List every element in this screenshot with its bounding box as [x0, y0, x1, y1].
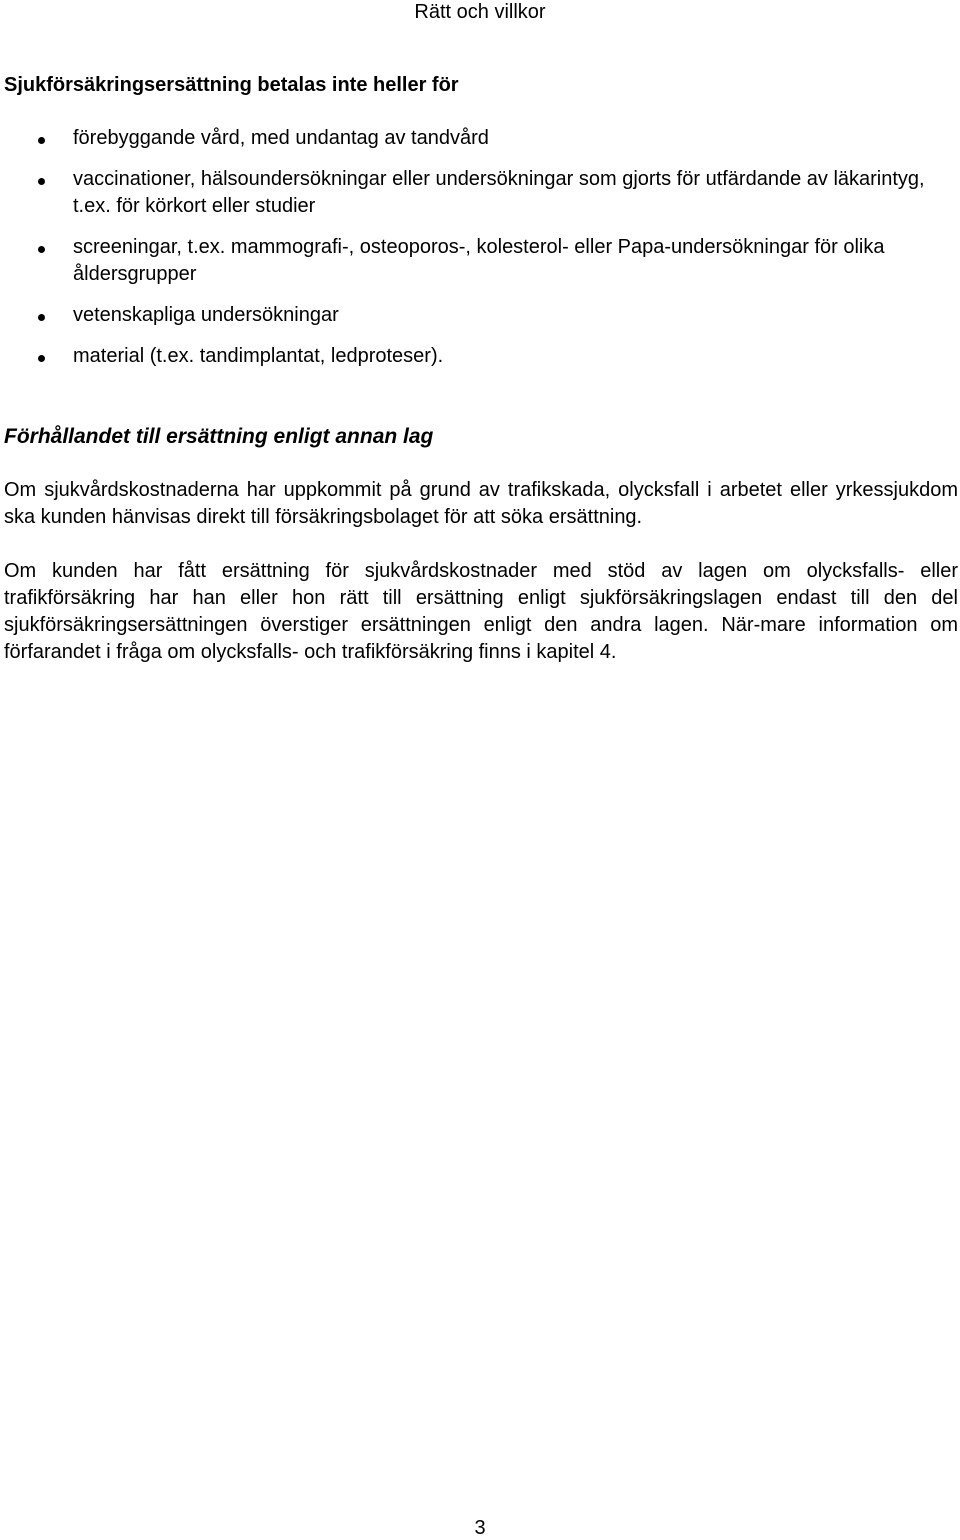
paragraph-traffic-injury: Om sjukvårdskostnaderna har uppkommit på grund av trafikskada, olycksfall i arbetet eller yrkessjukdom ska kunden hänvisas direkt till försäkringsbolaget för att söka ersättning. — [4, 479, 958, 528]
list-item — [0, 234, 960, 288]
section-heading-other-law: Förhållandet till ersättning enligt annan lag — [4, 425, 434, 448]
list-item-text: vaccinationer, hälsoundersökningar eller undersökningar som gjorts för utfärdande av läkarintyg, t.ex. för körkort eller studier — [73, 168, 925, 217]
list-item-text: vetenskapliga undersökningar — [73, 304, 339, 326]
bullet-icon — [38, 178, 45, 185]
bullet-icon — [38, 246, 45, 253]
list-item-text: förebyggande vård, med undantag av tandvård — [73, 127, 489, 149]
bullet-icon — [38, 355, 45, 362]
list-item-text: screeningar, t.ex. mammografi-, osteoporos-, kolesterol- eller Papa-undersökningar för olika åldersgrupper — [73, 236, 885, 285]
section-heading-exclusions: Sjukförsäkringsersättning betalas inte heller för — [4, 74, 459, 96]
page-header: Rätt och villkor — [414, 1, 546, 23]
list-item-text: material (t.ex. tandimplantat, ledproteser). — [73, 345, 444, 367]
bullet-icon — [38, 137, 45, 144]
list-item — [0, 125, 960, 152]
list-item — [0, 343, 960, 370]
paragraph-accident-insurance: Om kunden har fått ersättning för sjukvårdskostnader med stöd av lagen om olycksfalls- eller trafikförsäkring har han eller hon rätt till ersättning enligt sjukförsäkringslagen endast till den del sjukförsäkringsersättningen överstiger ersättningen enligt den andra lagen. När-mare information om förfarandet i fråga om olycksfalls- och trafikförsäkring finns i kapitel 4. — [4, 560, 958, 663]
list-item — [0, 302, 960, 329]
page-number: 3 — [474, 1517, 486, 1539]
bullet-icon — [38, 314, 45, 321]
list-item — [0, 166, 960, 220]
exclusions-list — [0, 125, 960, 384]
